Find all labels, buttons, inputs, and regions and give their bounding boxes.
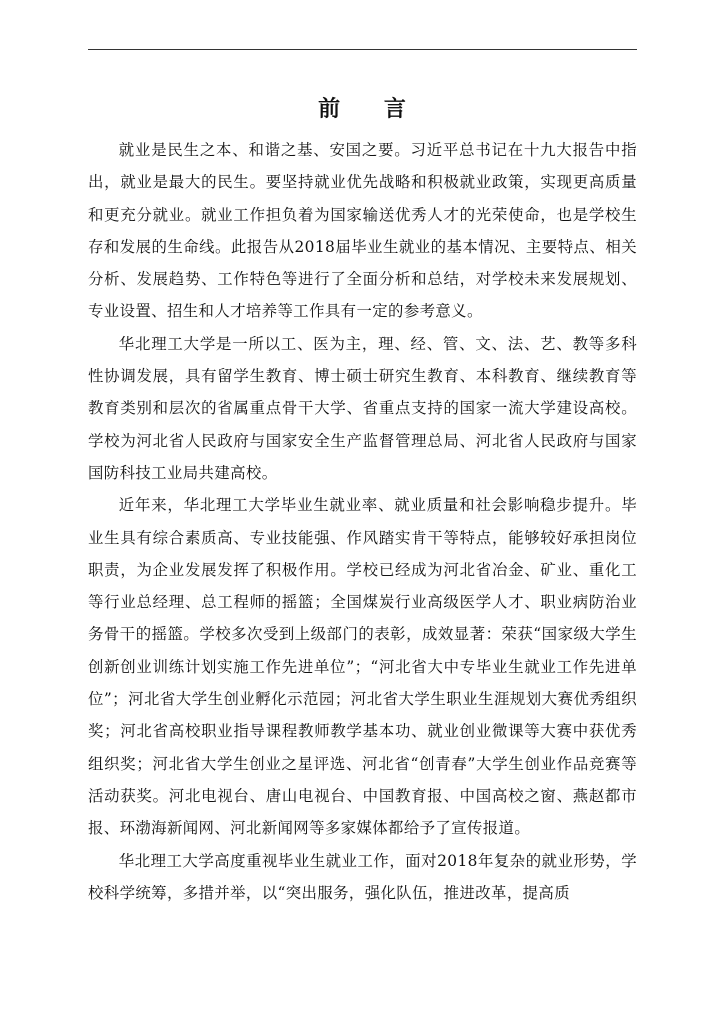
paragraph-4: 华北理工大学高度重视毕业生就业工作，面对2018年复杂的就业形势，学校科学统筹，多措并举，以“突出服务，强化队伍，推进改革，提高质	[88, 851, 637, 902]
header-rule	[88, 49, 637, 50]
page-title: 前 言	[318, 96, 424, 122]
paragraph-3: 近年来，华北理工大学毕业生就业率、就业质量和社会影响稳步提升。毕业生具有综合素质高、专业技能强、作风踏实肯干等特点，能够较好承担岗位职责，为企业发展发挥了积极作用。学校已经成为河北省冶金、矿业、重化工等行业总经理、总工程师的摇篮；全国煤炭行业高级医学人才、职业病防治业务骨干的摇篮。学校多次受到上级部门的表彰，成效显著：荣获“国家级大学生创新创业训练计划实施工作先进单位”；“河北省大中专毕业生就业工作先进单位”；河北省大学生创业孵化示范园；河北省大学生职业生涯规划大赛优秀组织奖；河北省高校职业指导课程教师教学基本功、就业创业微课等大赛中获优秀组织奖；河北省大学生创业之星评选、河北省“创青春”大学生创业作品竞赛等活动获奖。河北电视台、唐山电视台、中国教育报、中国高校之窗、燕赵都市报、环渤海新闻网、河北新闻网等多家媒体都给予了宣传报道。	[88, 496, 637, 838]
paragraph-1: 就业是民生之本、和谐之基、安国之要。习近平总书记在十九大报告中指出，就业是最大的民生。要坚持就业优先战略和积极就业政策，实现更高质量和更充分就业。就业工作担负着为国家输送优秀人才的光荣使命，也是学校生存和发展的生命线。此报告从2018届毕业生就业的基本情况、主要特点、相关分析、发展趋势、工作特色等进行了全面分析和总结，对学校未来发展规划、专业设置、招生和人才培养等工作具有一定的参考意义。	[88, 141, 637, 321]
paragraph-2: 华北理工大学是一所以工、医为主，理、经、管、文、法、艺、教等多科性协调发展，具有留学生教育、博士硕士研究生教育、本科教育、继续教育等教育类别和层次的省属重点骨干大学、省重点支持的国家一流大学建设高校。学校为河北省人民政府与国家安全生产监督管理总局、河北省人民政府与国家国防科技工业局共建高校。	[88, 334, 637, 482]
preface-body	[88, 134, 637, 909]
